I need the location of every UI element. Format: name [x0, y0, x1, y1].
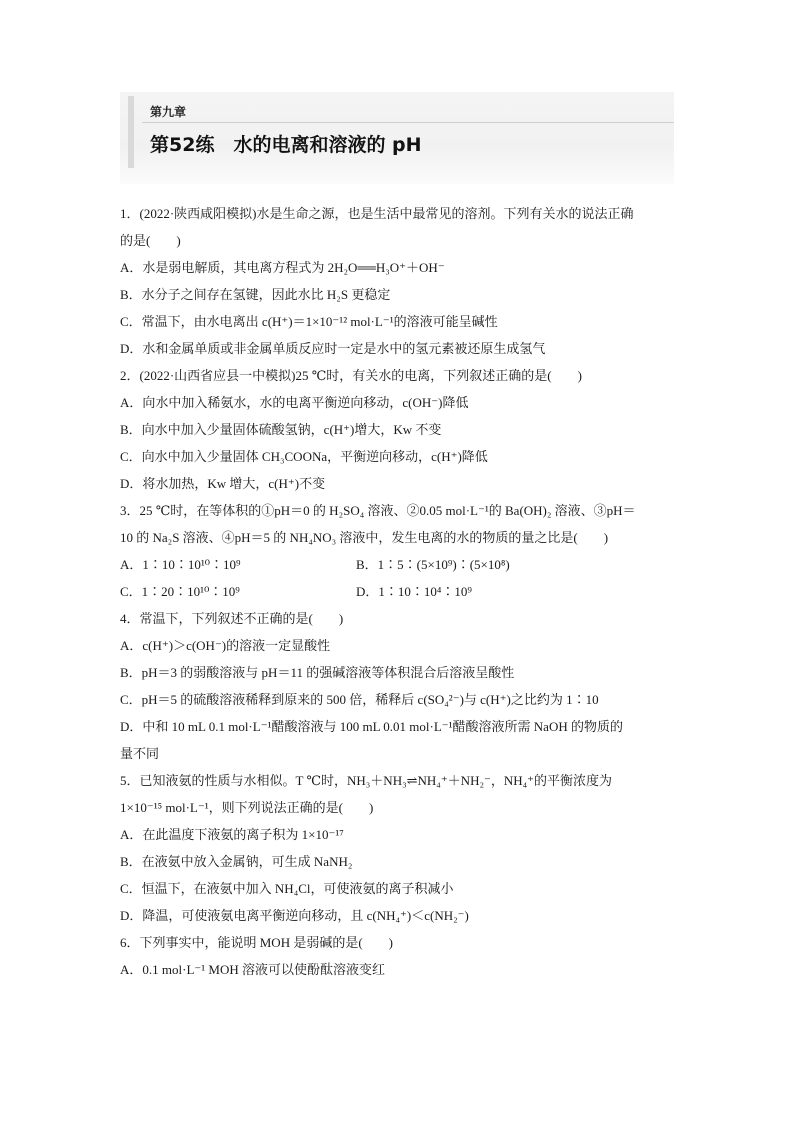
question-1-option-c: C．常温下，由水电离出 c(H⁺)＝1×10⁻¹² mol·L⁻¹的溶液可能呈碱性: [120, 314, 498, 329]
question-4-option-d: D．中和 10 mL 0.1 mol·L⁻¹醋酸溶液与 100 mL 0.01 mol·L⁻¹醋酸溶液所需 NaOH 的物质的: [120, 719, 623, 734]
question-5-option-a: A．在此温度下液氨的离子积为 1×10⁻¹⁷: [120, 827, 344, 842]
question-4-stem: 4．常温下，下列叙述不正确的是( ): [120, 611, 344, 626]
question-1-stem-cont: 的是( ): [120, 233, 181, 248]
chapter-label: 第九章: [150, 105, 187, 119]
question-3-options-row-2: [120, 578, 676, 605]
question-5-option-c: C．恒温下，在液氨中加入 NH₄Cl，可使液氨的离子积减小: [120, 881, 454, 896]
question-3-stem: 3．25 ℃时，在等体积的①pH＝0 的 H₂SO₄ 溶液、②0.05 mol·L⁻¹的 Ba(OH)₂ 溶液、③pH＝: [120, 503, 636, 518]
question-5-option-b: B．在液氨中放入金属钠，可生成 NaNH₂: [120, 854, 353, 869]
header-accent-bar: [128, 96, 134, 168]
question-2-option-b: B．向水中加入少量固体硫酸氢钠，c(H⁺)增大，Kw 不变: [120, 422, 442, 437]
header-divider: [142, 122, 674, 123]
question-3-options-row-1: [120, 551, 676, 578]
question-4-option-a: A．c(H⁺)＞c(OH⁻)的溶液一定显酸性: [120, 638, 331, 653]
question-6-stem: 6．下列事实中，能说明 MOH 是弱碱的是( ): [120, 935, 393, 950]
question-5-option-d: D．降温，可使液氨电离平衡逆向移动，且 c(NH₄⁺)＜c(NH₂⁻): [120, 908, 469, 923]
question-1-option-a: A．水是弱电解质，其电离方程式为 2H₂O══H₃O⁺＋OH⁻: [120, 260, 445, 275]
question-1-option-b: B．水分子之间存在氢键，因此水比 H₂S 更稳定: [120, 287, 391, 302]
question-3-option-b: B．1∶5∶(5×10⁹)∶(5×10⁸): [356, 557, 510, 572]
question-5-stem: 5．已知液氨的性质与水相似。T ℃时，NH₃＋NH₃⇌NH₄⁺＋NH₂⁻，NH₄⁺的平衡浓度为: [120, 773, 613, 788]
question-4-option-c: C．pH＝5 的硫酸溶液稀释到原来的 500 倍，稀释后 c(SO₄²⁻)与 c(H⁺)之比约为 1∶10: [120, 692, 599, 707]
question-2-option-c: C．向水中加入少量固体 CH₃COONa，平衡逆向移动，c(H⁺)降低: [120, 449, 488, 464]
question-3-stem-cont: 10 的 Na₂S 溶液、④pH＝5 的 NH₄NO₃ 溶液中，发生电离的水的物质的量之比是( ): [120, 530, 609, 545]
question-3-option-c: C．1∶20∶10¹⁰∶10⁹: [120, 584, 240, 599]
question-1-stem: 1．(2022·陕西咸阳模拟)水是生命之源，也是生活中最常见的溶剂。下列有关水的说法正确: [120, 206, 634, 221]
question-5-stem-cont: 1×10⁻¹⁵ mol·L⁻¹，则下列说法正确的是( ): [120, 800, 374, 815]
question-4-option-b: B．pH＝3 的弱酸溶液与 pH＝11 的强碱溶液等体积混合后溶液呈酸性: [120, 665, 515, 680]
question-2-option-a: A．向水中加入稀氨水，水的电离平衡逆向移动，c(OH⁻)降低: [120, 395, 469, 410]
lesson-title: 第52练 水的电离和溶液的 pH: [150, 134, 422, 156]
question-2-option-d: D．将水加热，Kw 增大，c(H⁺)不变: [120, 476, 326, 491]
question-6-option-a: A．0.1 mol·L⁻¹ MOH 溶液可以使酚酞溶液变红: [120, 962, 385, 977]
question-1-option-d: D．水和金属单质或非金属单质反应时一定是水中的氢元素被还原生成氢气: [120, 341, 546, 356]
question-4-option-d-cont: 量不同: [120, 746, 160, 761]
question-list: [120, 200, 676, 983]
question-3-option-a: A．1∶10∶10¹⁰∶10⁹: [120, 557, 241, 572]
question-2-stem: 2．(2022·山西省应县一中模拟)25 ℃时，有关水的电离，下列叙述正确的是( ): [120, 368, 582, 383]
question-3-option-d: D．1∶10∶10⁴∶10⁹: [356, 584, 472, 599]
